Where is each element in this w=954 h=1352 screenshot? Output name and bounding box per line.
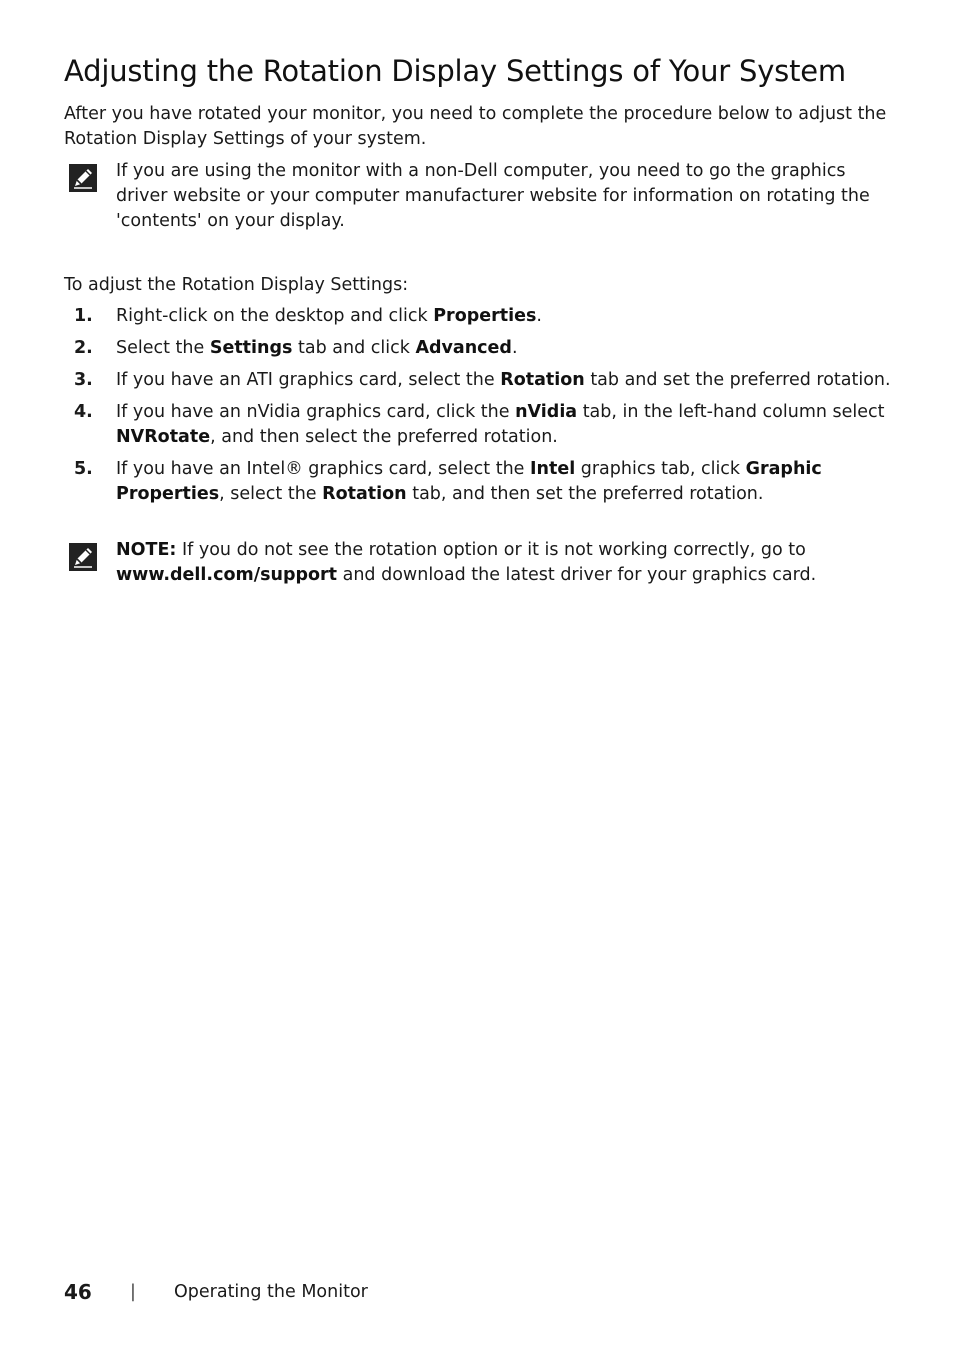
step-number: 2. <box>74 338 93 358</box>
note-pencil-icon <box>68 542 98 572</box>
page-footer <box>64 1278 368 1306</box>
support-link[interactable]: www.dell.com/support <box>116 565 338 585</box>
steps-list <box>64 304 894 514</box>
step-number: 4. <box>74 402 93 422</box>
step-text: Right-click on the desktop and click Properties. <box>116 306 542 326</box>
step-text: If you have an Intel® graphics card, select the Intel graphics tab, click Graphic Properties, select the Rotation tab, and then set the preferred rotation. <box>116 459 822 504</box>
note-block <box>68 159 898 234</box>
page-title: Adjusting the Rotation Display Settings of Your System <box>64 54 846 88</box>
intro-paragraph: After you have rotated your monitor, you need to complete the procedure below to adjust the Rotation Display Settings of your system. <box>64 104 887 149</box>
note-text: NOTE: If you do not see the rotation option or it is not working correctly, go to www.dell.com/support and download the latest driver for your graphics card. <box>116 540 817 585</box>
step-text: If you have an nVidia graphics card, click the nVidia tab, in the left-hand column select NVRotate, and then select the preferred rotation. <box>116 402 885 447</box>
page-number: 46 <box>64 1280 92 1304</box>
step-text: Select the Settings tab and click Advanced. <box>116 338 518 358</box>
step-number: 5. <box>74 459 93 479</box>
note-block <box>68 538 898 588</box>
step-text: If you have an ATI graphics card, select the Rotation tab and set the preferred rotation. <box>116 370 891 390</box>
note-label: NOTE: <box>116 540 177 560</box>
list-item <box>64 457 894 507</box>
list-item <box>64 336 894 361</box>
section-name: Operating the Monitor <box>174 1282 368 1302</box>
note-text: If you are using the monitor with a non-Dell computer, you need to go the graphics driver website or your computer manufacturer website for information on rotating the 'contents' on your display. <box>116 161 870 231</box>
step-number: 3. <box>74 370 93 390</box>
list-item <box>64 304 894 329</box>
steps-lead: To adjust the Rotation Display Settings: <box>64 275 409 295</box>
footer-separator: | <box>130 1282 136 1302</box>
list-item <box>64 400 894 450</box>
step-number: 1. <box>74 306 93 326</box>
list-item <box>64 368 894 393</box>
note-pencil-icon <box>68 163 98 193</box>
